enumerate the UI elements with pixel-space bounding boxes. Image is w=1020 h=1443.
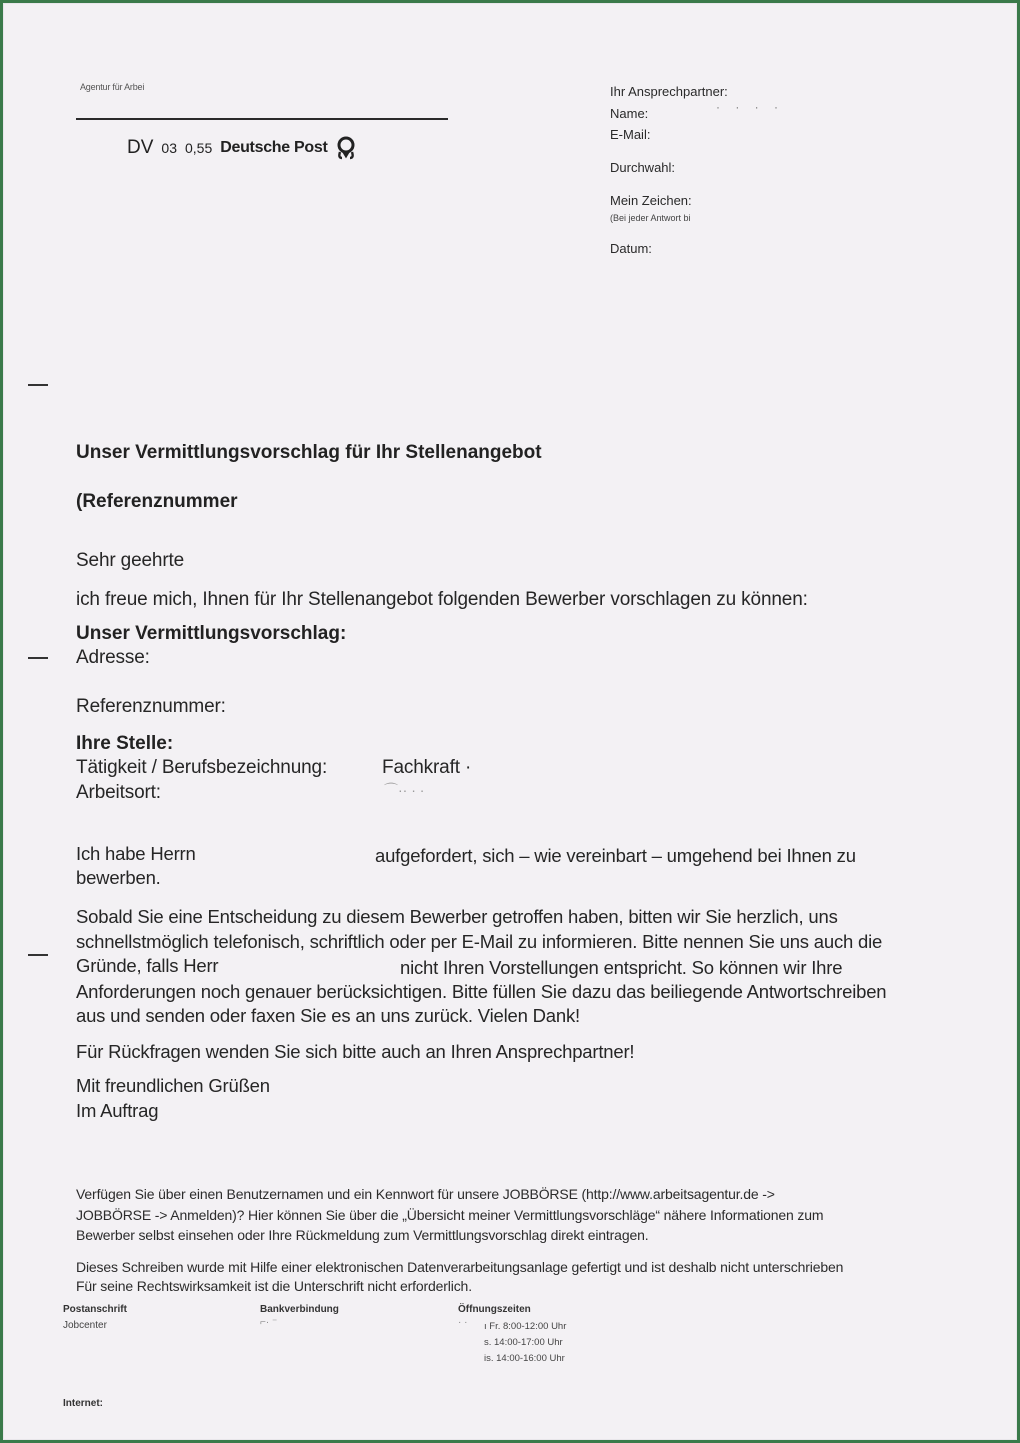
para2-line-2: schnellstmöglich telefonisch, schriftlich oder per E-Mail zu informieren. Bitte nennen Sie uns auch die bbox=[76, 931, 883, 952]
footer-bank-label: Bankverbindung bbox=[260, 1304, 339, 1315]
para3: Für Rückfragen wenden Sie sich bitte auch an Ihren Ansprechpartner! bbox=[76, 1041, 635, 1062]
para1-start: Ich habe Herrn bbox=[76, 843, 196, 864]
footer-bank-redacted: ⌐· ⁻ bbox=[260, 1317, 278, 1328]
contact-reference-label: Mein Zeichen: bbox=[610, 193, 692, 208]
closing-sub: Im Auftrag bbox=[76, 1100, 159, 1121]
footer-hours-line-1: ı Fr. 8:00-12:00 Uhr bbox=[484, 1321, 567, 1332]
footer-internet-label: Internet: bbox=[63, 1398, 103, 1409]
contact-title: Ihr Ansprechpartner: bbox=[610, 84, 728, 99]
posthorn-icon bbox=[335, 136, 357, 160]
footer-postal-value: Jobcenter bbox=[63, 1320, 107, 1331]
contact-date-label: Datum: bbox=[610, 241, 652, 256]
contact-reference-note: (Bei jeder Antwort bi bbox=[610, 213, 691, 223]
stamp-code: DV bbox=[127, 137, 154, 158]
reference-label: Referenznummer: bbox=[76, 696, 226, 717]
closing: Mit freundlichen Grüßen bbox=[76, 1075, 270, 1096]
footer-postal-label: Postanschrift bbox=[63, 1304, 127, 1315]
job-title-label: Tätigkeit / Berufsbezeichnung: bbox=[76, 757, 328, 778]
jobboerse-line-2: JOBBÖRSE -> Anmelden)? Hier können Sie über die „Übersicht meiner Vermittlungsvorschläge“ nähere Informationen zum bbox=[76, 1207, 824, 1223]
contact-phone-label: Durchwahl: bbox=[610, 160, 676, 175]
para2-line-3a: Gründe, falls Herr bbox=[76, 955, 219, 976]
intro-line: ich freue mich, Ihnen für Ihr Stellenangebot folgenden Bewerber vorschlagen zu können: bbox=[76, 589, 808, 610]
workplace-value-redacted: ⌒·· · · bbox=[384, 782, 425, 798]
punch-mark bbox=[28, 657, 48, 659]
jobboerse-line-1: Verfügen Sie über einen Benutzernamen und ein Kennwort für unsere JOBBÖRSE (http://www.arbeitsagentur.de -> bbox=[76, 1186, 775, 1202]
workplace-label: Arbeitsort: bbox=[76, 782, 161, 803]
address-window-rule bbox=[76, 118, 448, 120]
footer-hours-line-3: is. 14:00-16:00 Uhr bbox=[484, 1353, 565, 1364]
contact-name-label: Name: bbox=[610, 106, 649, 121]
jobboerse-line-3: Bewerber selbst einsehen oder Ihre Rückmeldung zum Vermittlungsvorschlag direkt eintragen. bbox=[76, 1227, 649, 1243]
salutation: Sehr geehrte bbox=[76, 550, 185, 571]
para1-continue: aufgefordert, sich – wie vereinbart – umgehend bei Ihnen zu bbox=[375, 845, 856, 866]
para2-line-1: Sobald Sie eine Entscheidung zu diesem Bewerber getroffen haben, bitten wir Sie herzlich, uns bbox=[76, 906, 838, 927]
contact-name-redacted: · · · · bbox=[716, 100, 784, 114]
para2-line-5: aus und senden oder faxen Sie es an uns zurück. Vielen Dank! bbox=[76, 1005, 580, 1026]
position-heading: Ihre Stelle: bbox=[76, 733, 174, 754]
letter-subject: Unser Vermittlungsvorschlag für Ihr Stellenangebot bbox=[76, 442, 542, 463]
letter-subject-reference: (Referenznummer bbox=[76, 491, 238, 512]
fold-mark-top bbox=[28, 384, 48, 386]
fold-mark-bottom bbox=[28, 954, 48, 956]
para2-line-4: Anforderungen noch genauer berücksichtigen. Bitte füllen Sie dazu das beiliegende Antwortschreiben bbox=[76, 981, 887, 1002]
stamp-number: 03 bbox=[161, 140, 177, 156]
job-title-value: Fachkraft · bbox=[382, 757, 472, 778]
footer-hours-label: Öffnungszeiten bbox=[458, 1304, 531, 1315]
proposal-heading: Unser Vermittlungsvorschlag: bbox=[76, 623, 347, 644]
address-label: Adresse: bbox=[76, 647, 150, 668]
contact-email-label: E-Mail: bbox=[610, 127, 651, 142]
stamp-price: 0,55 bbox=[184, 140, 213, 156]
edv-line-1: Dieses Schreiben wurde mit Hilfe einer elektronischen Datenverarbeitungsanlage gefertigt und ist deshalb nicht unterschrieben bbox=[76, 1259, 844, 1275]
letter-page bbox=[3, 3, 1017, 1440]
edv-line-2: Für seine Rechtswirksamkeit ist die Unterschrift nicht erforderlich. bbox=[76, 1278, 472, 1294]
postage-stamp bbox=[127, 136, 357, 160]
stamp-brand: Deutsche Post bbox=[220, 139, 328, 156]
para2-line-3b: nicht Ihren Vorstellungen entspricht. So können wir Ihre bbox=[400, 957, 843, 978]
footer-hours-redacted: · · bbox=[458, 1317, 468, 1328]
footer-hours-line-2: s. 14:00-17:00 Uhr bbox=[484, 1337, 563, 1348]
sender-line: Agentur für Arbei bbox=[80, 82, 145, 92]
para1-end: bewerben. bbox=[76, 867, 161, 888]
